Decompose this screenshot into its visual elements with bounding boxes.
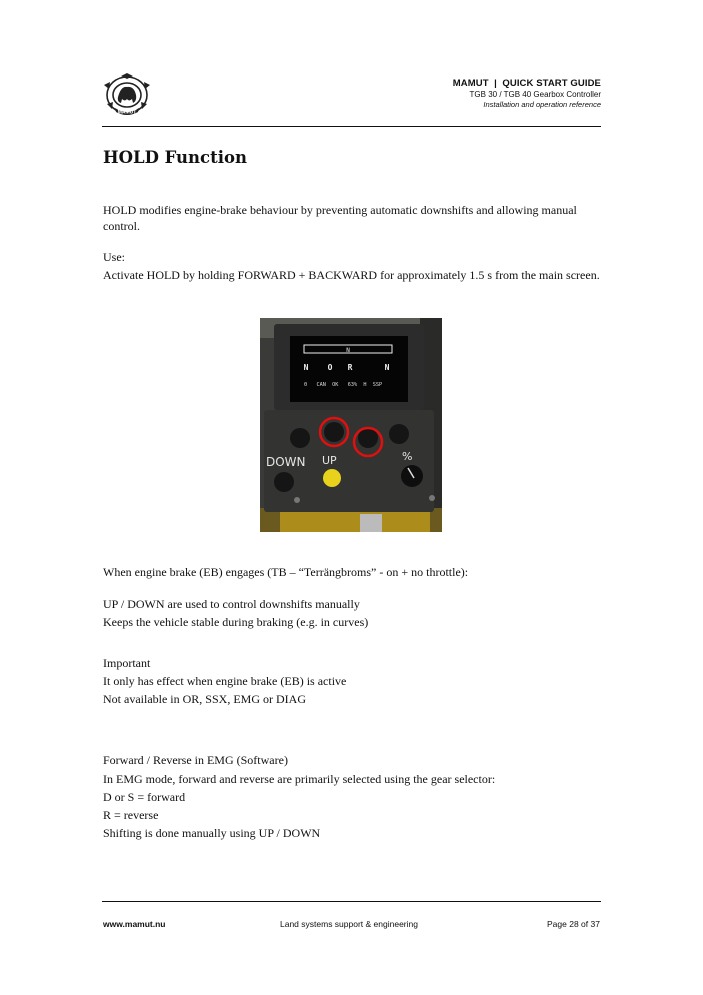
important-label: Important	[103, 656, 151, 670]
down-label: DOWN	[266, 455, 306, 469]
up-label: UP	[322, 454, 337, 467]
section-title: HOLD Function	[103, 148, 247, 167]
use-label: Use:	[103, 250, 125, 264]
display-top-value: N	[346, 347, 350, 354]
percent-label: %	[402, 450, 413, 463]
logo-text: MAMUT	[117, 109, 137, 116]
emg-line-4: Shifting is done manually using UP / DOWN	[103, 826, 321, 840]
emg-line-3: R = reverse	[103, 808, 159, 822]
controller-photo	[260, 318, 442, 532]
eb-heading: When engine brake (EB) engages (TB – “Terrängbroms” - on + no throttle):	[103, 565, 469, 579]
header-subtitle: TGB 30 / TGB 40 Gearbox Controller	[469, 90, 601, 99]
display-status: 0 CAN OK 63% H SSP	[304, 382, 383, 388]
eb-line-2: Keeps the vehicle stable during braking (e.g. in curves)	[103, 615, 369, 629]
display-gear-2: O	[327, 363, 333, 372]
display-gear-3: R	[347, 363, 353, 372]
header-reference: Installation and operation reference	[483, 100, 601, 109]
use-paragraph: Activate HOLD by holding FORWARD + BACKWARD for approximately 1.5 s from the main screen.	[103, 268, 600, 282]
important-line-2: Not available in OR, SSX, EMG or DIAG	[103, 692, 306, 706]
page-header	[453, 78, 601, 109]
emg-heading: Forward / Reverse in EMG (Software)	[103, 753, 288, 767]
mamut-logo	[101, 72, 153, 118]
page-number: Page 28 of 37	[547, 919, 600, 929]
footer-website[interactable]: www.mamut.nu	[103, 919, 166, 929]
footer-rule	[102, 901, 601, 902]
emg-line-1: In EMG mode, forward and reverse are primarily selected using the gear selector:	[103, 772, 496, 786]
footer-tagline: Land systems support & engineering	[280, 919, 418, 929]
eb-line-1: UP / DOWN are used to control downshifts manually	[103, 597, 360, 611]
emg-line-2: D or S = forward	[103, 790, 186, 804]
header-rule	[102, 126, 601, 127]
display-gear-1: N	[303, 363, 309, 372]
header-title: MAMUT | QUICK START GUIDE	[452, 78, 601, 89]
intro-paragraph: HOLD modifies engine-brake behaviour by preventing automatic downshifts and allowing manual control.	[103, 203, 577, 233]
important-line-1: It only has effect when engine brake (EB) is active	[103, 674, 347, 688]
display-gear-4: N	[384, 363, 390, 372]
